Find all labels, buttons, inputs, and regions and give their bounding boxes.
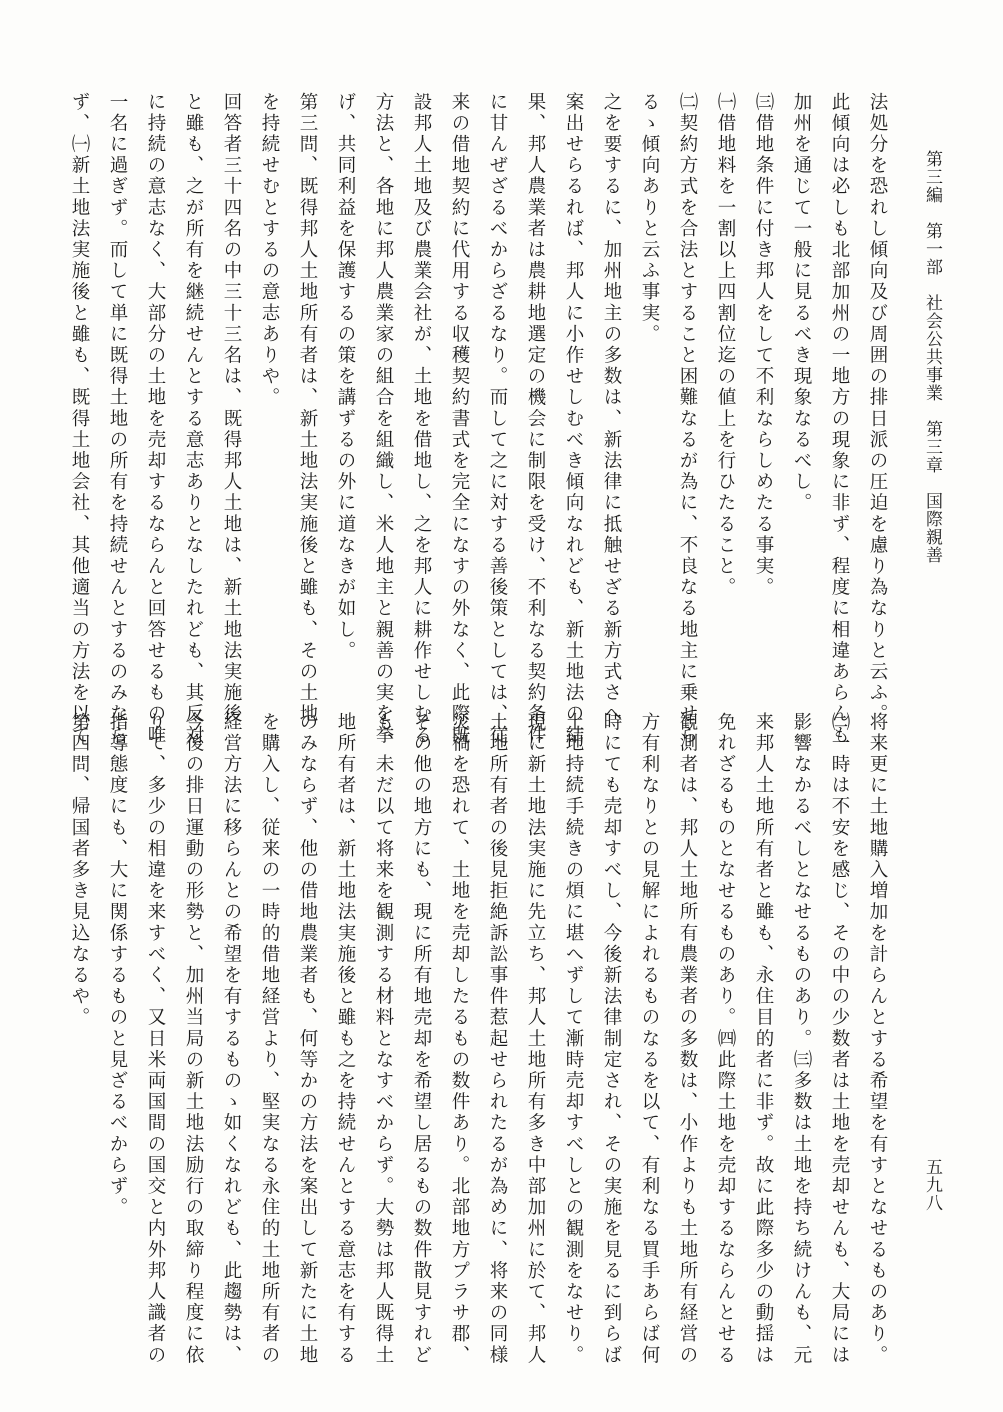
text-line: 来邦人土地所有者と雖も、永住目的者に非ず。故に此際多少の動揺は [753,712,774,1367]
text-line: を持続せむとするの意志ありや。 [259,92,280,409]
text-line: 影響なかるべしとなせるものあり。㈢多数は土地を持ち続けんも、元 [791,712,812,1367]
text-line: りて、多少の相違を来すべく、又日米両国間の国交と内外邦人識者の [145,712,166,1367]
text-line: ず、㈠新土地法実施後と雖も、既得土地会社、其他適当の方法を以て [69,92,90,747]
page-number: 五九八 [922,1158,942,1212]
text-line: 地所有者は、新土地法実施後と雖も之を持続せんとする意志を有する [335,712,356,1367]
text-line: 果、邦人農業者は農耕地選定の機会に制限を受け、不利なる契約条件 [525,92,546,747]
lower-text-block [69,712,896,1367]
upper-text-block [69,92,896,747]
text-line: 第四問、帰国者多き見込なるや。 [69,712,90,1029]
text-line: に甘んぜざるべからざるなり。而して之に対する善後策としては、従 [487,92,508,747]
text-line: 回答者三十四名の中三十三名は、既得邦人土地は、新土地法実施後 [221,92,242,725]
text-line: 一名に過ぎず。而して単に既得土地の所有を持続せんとするのみなら [107,92,128,747]
text-line: 案出せらるれば、邦人に小作せしむべき傾向なれども、新土地法の結 [563,92,584,747]
text-line: 此傾向は必しも北部加州の一地方の現象に非ず、程度に相違あらんも [829,92,850,747]
text-line: 設邦人土地及び農業会社が、土地を借地し、之を邦人に耕作せしむる [411,92,432,747]
text-line: 第三問、既得邦人土地所有者は、新土地法実施後と雖も、その土地 [297,92,318,725]
text-line: 災禍を恐れて、土地を売却したるもの数件あり。北部地方プラサ郡、 [449,712,470,1367]
text-line: 将来更に土地購入増加を計らんとする希望を有すとなせるものあり。 [867,712,888,1367]
text-line: げ、共同利益を保護するの策を講ずるの外に道なきが如し。 [335,92,356,662]
text-line: 方法と、各地に邦人農業家の組合を組織し、米人地主と親善の実を挙 [373,92,394,747]
text-line: ㈡一時は不安を感じ、その中の少数者は土地を売却せんも、大局には [829,712,850,1367]
text-line: 時にても売却すべし、今後新法律制定され、その実施を見るに到らば [601,712,622,1367]
text-line: るゝ傾向ありと云ふ事実。 [639,92,660,346]
text-line: 土地所有者の後見拒絶訴訟事件惹起せられたるが為めに、将来の同様 [487,712,508,1367]
text-line: と雖も、之が所有を継続せんとする意志ありとなしたれども、其反対 [183,92,204,747]
text-line: 免れざるものとなせるものあり。㈣此際土地を売却するならんとせる [715,712,736,1367]
text-line: 経営方法に移らんとの希望を有するものゝ如くなれども、此趨勢は、 [221,712,242,1367]
text-line: 加州を通じて一般に見るべき現象なるべし。 [791,92,812,514]
text-line: のみならず、他の借地農業者も、何等かの方法を案出して新たに土地 [297,712,318,1367]
running-header: 第三編 第一部 社会公共事業 第三章 国際親善 [922,150,942,564]
text-line: に持続の意志なく、大部分の土地を売却するならんと回答せるもの唯 [145,92,166,747]
text-line: その他の地方にも、現に所有地売却を希望し居るもの数件散見すれど [411,712,432,1367]
text-line: 之を要するに、加州地主の多数は、新法律に抵触せざる新方式さへ [601,92,622,725]
text-line: 現に新土地法実施に先立ち、邦人土地所有多き中部加州に於て、邦人 [525,712,546,1367]
text-line: 土地持続手続きの煩に堪へずして漸時売却すべしとの観測をなせり。 [563,712,584,1367]
text-line: 指導態度にも、大に関係するものと見ざるべからず。 [107,712,128,1219]
text-line: も、未だ以て将来を観測する材料となすべからず。大勢は邦人既得土 [373,712,394,1367]
text-line: 法処分を恐れし傾向及び周囲の排日派の圧迫を慮り為なりと云ふ。 [867,92,888,725]
text-line: 方有利なりとの見解によれるものなるを以て、有利なる買手あらば何 [639,712,660,1367]
text-line: 今後の排日運動の形勢と、加州当局の新土地法励行の取締り程度に依 [183,712,204,1367]
text-line: ㈡契約方式を合法とすること困難なるが為に、不良なる地主に乗せら [677,92,698,747]
text-line: 来の借地契約に代用する収穫契約書式を完全になすの外なく、此際既 [449,92,470,747]
text-line: 観測者は、邦人土地所有農業者の多数は、小作よりも土地所有経営の [677,712,698,1367]
text-line: ㈢借地条件に付き邦人をして不利ならしめたる事実。 [753,92,774,599]
text-line: を購入し、従来の一時的借地経営より、堅実なる永住的土地所有者の [259,712,280,1367]
text-line: ㈠借地料を一割以上四割位迄の値上を行ひたること。 [715,92,736,599]
